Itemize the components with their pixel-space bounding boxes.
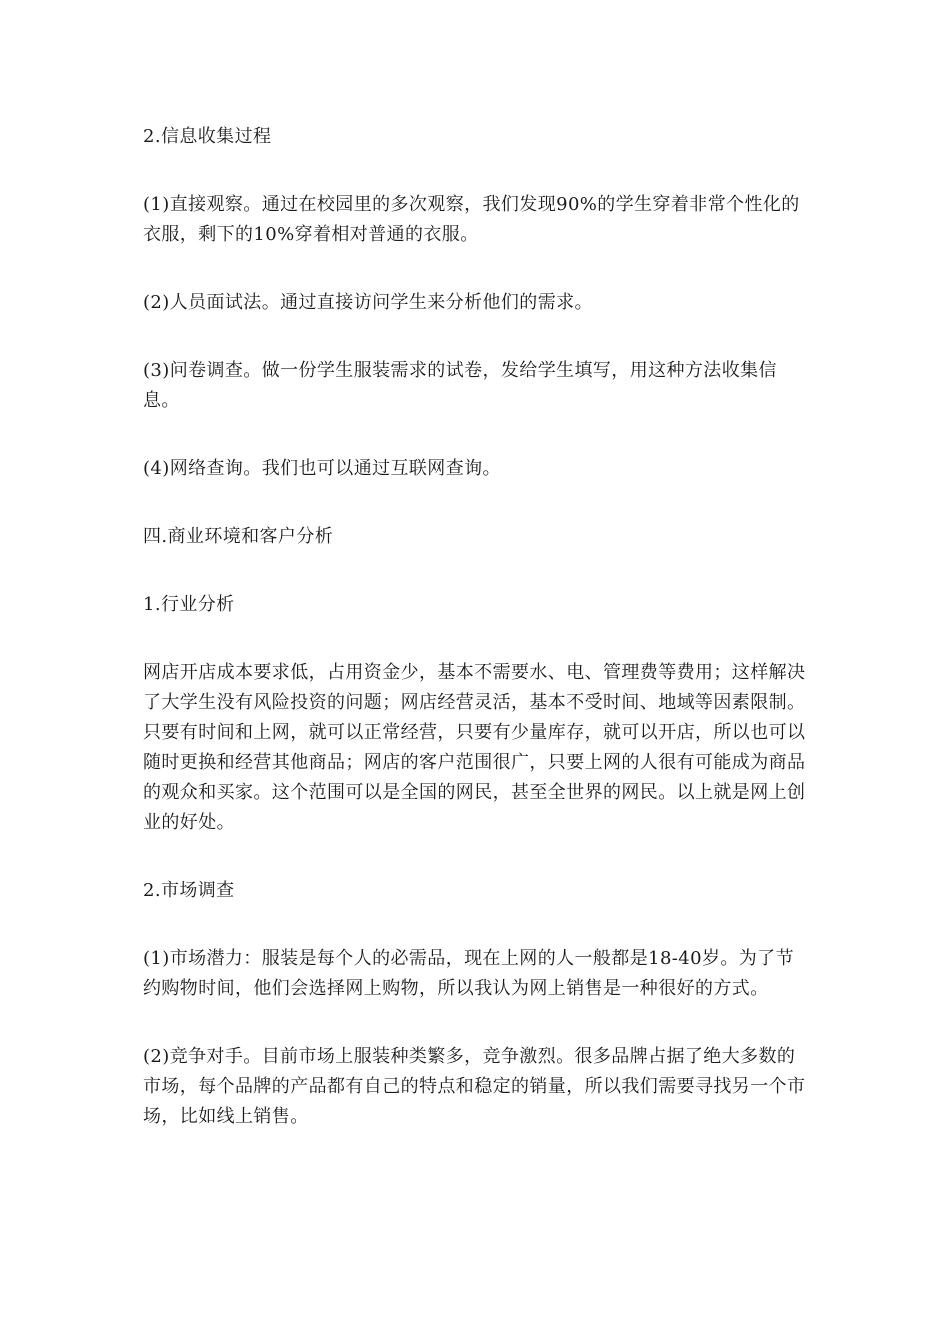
document-body xyxy=(143,122,807,1170)
paragraph-questionnaire: (3)问卷调查。做一份学生服装需求的试卷，发给学生填写，用这种方法收集信息。 xyxy=(143,360,777,411)
paragraph-industry-analysis: 网店开店成本要求低，占用资金少，基本不需要水、电、管理费等费用；这样解决了大学生没有风险投资的问题；网店经营灵活，基本不受时间、地域等因素限制。只要有时间和上网，就可以正常经营，只要有少量库存，就可以开店，所以也可以随时更换和经营其他商品；网店的客户范围很广，只要上网的人很有可能成为商品的观众和买家。这个范围可以是全国的网民，甚至全世界的网民。以上就是网上创业的好处。 xyxy=(143,662,806,833)
paragraph-competitors: (2)竞争对手。目前市场上服装种类繁多，竞争激烈。很多品牌占据了绝大多数的市场，每个品牌的产品都有自己的特点和稳定的销量，所以我们需要寻找另一个市场，比如线上销售。 xyxy=(143,1046,806,1127)
paragraph-market-potential: (1)市场潜力：服装是每个人的必需品，现在上网的人一般都是18-40岁。为了节约购物时间，他们会选择网上购物，所以我认为网上销售是一种很好的方式。 xyxy=(143,948,794,999)
section-heading-industry-analysis: 1.行业分析 xyxy=(143,594,235,615)
paragraph-interview: (2)人员面试法。通过直接访问学生来分析他们的需求。 xyxy=(143,292,593,313)
paragraph-network-query: (4)网络查询。我们也可以通过互联网查询。 xyxy=(143,458,501,479)
section-heading-info-collection: 2.信息收集过程 xyxy=(143,126,272,147)
paragraph-direct-observation: (1)直接观察。通过在校园里的多次观察，我们发现90%的学生穿着非常个性化的衣服，剩下的10%穿着相对普通的衣服。 xyxy=(143,194,800,245)
chapter-heading-business-environment: 四.商业环境和客户分析 xyxy=(143,526,334,547)
section-heading-market-research: 2.市场调查 xyxy=(143,880,235,901)
